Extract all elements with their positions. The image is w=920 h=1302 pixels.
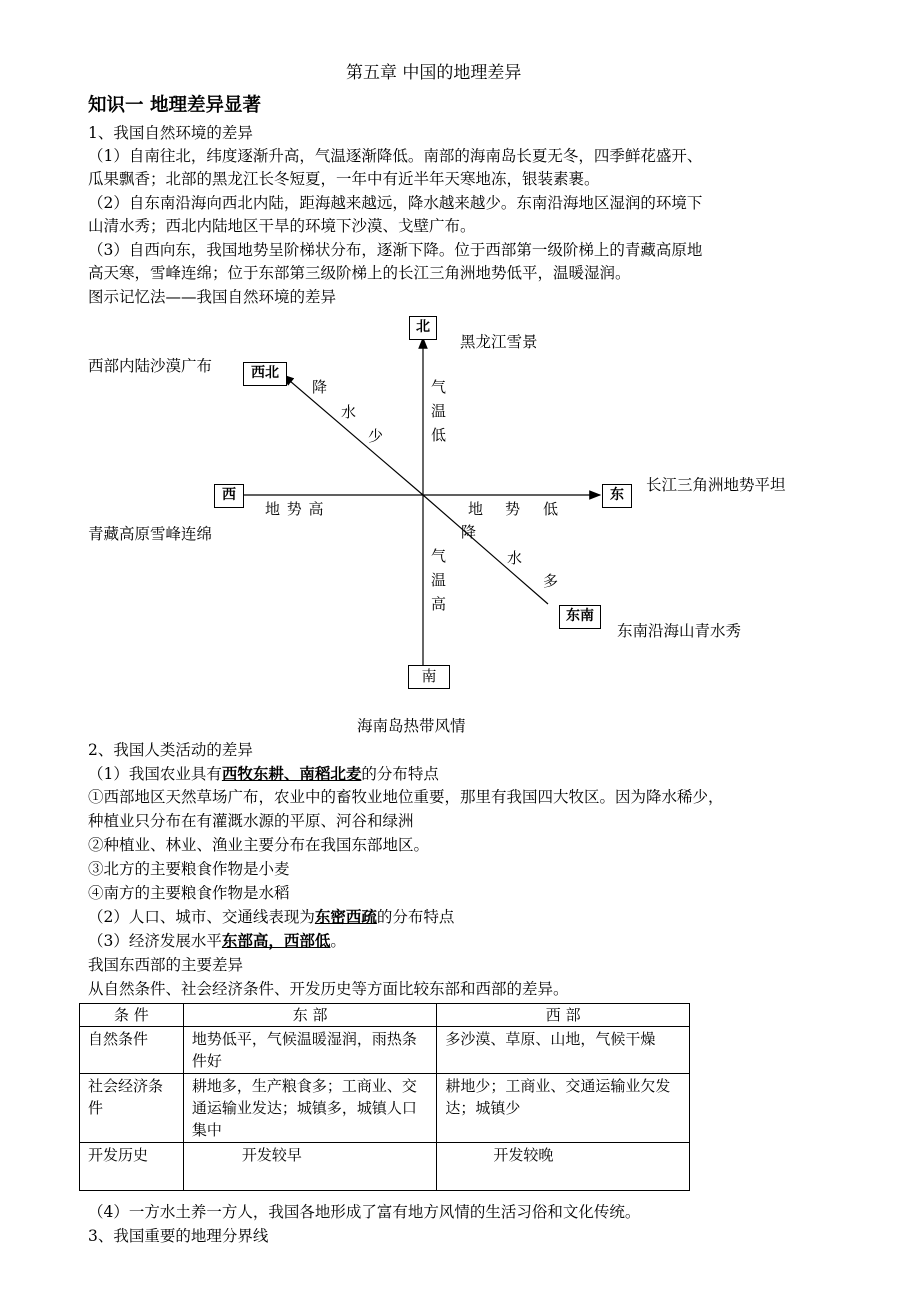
temp-low-label: 低 — [431, 426, 447, 444]
table-cell: 地势低平，气候温暖湿润，雨热条件好 — [183, 1027, 437, 1074]
section-heading: 知识一 地理差异显著 — [88, 95, 261, 116]
east-note: 长江三角洲地势平坦 — [646, 476, 786, 494]
table-cell: 耕地多，生产粮食多；工商业、交通运输业发达；城镇多，城镇人口集中 — [183, 1074, 437, 1143]
north-note: 黑龙江雪景 — [460, 333, 538, 351]
temp-low-label: 气 — [431, 378, 447, 396]
east-box: 东 — [602, 484, 632, 508]
southeast-box: 东南 — [559, 605, 601, 629]
paragraph-line: （1）自南往北，纬度逐渐升高，气温逐渐降低。南部的海南岛长夏无冬，四季鲜花盛开、 — [88, 147, 703, 165]
rain-more-label: 水 — [507, 549, 523, 567]
comparison-table — [79, 1003, 690, 1191]
table-cell: 耕地少；工商业、交通运输业欠发达；城镇少 — [437, 1074, 690, 1143]
human-heading: 2、我国人类活动的差异 — [88, 741, 253, 759]
rain-less-label: 降 — [312, 378, 328, 396]
paragraph-line: （4）一方水土养一方人，我国各地形成了富有地方风情的生活习俗和文化传统。 — [88, 1203, 641, 1221]
south-box: 南 — [408, 665, 450, 689]
paragraph-line: ①西部地区天然草场广布，农业中的畜牧业地位重要，那里有我国四大牧区。因为降水稀少， — [88, 788, 724, 806]
emphasis: 东密西疏 — [314, 907, 377, 926]
paragraph-line: 山清水秀；西北内陆地区干旱的环境下沙漠、戈壁广布。 — [88, 217, 476, 235]
paragraph-line: （2）自东南沿海向西北内陆，距海越来越远，降水越来越少。东南沿海地区湿润的环境下 — [88, 194, 703, 212]
terrain-low-label: 低 — [543, 500, 559, 518]
east-west-heading: 我国东西部的主要差异 — [88, 956, 244, 974]
table-cell: 自然条件 — [80, 1027, 184, 1074]
terrain-low-label: 地 — [468, 500, 484, 518]
paragraph-line: ②种植业、林业、渔业主要分布在我国东部地区。 — [88, 836, 430, 854]
paragraph-line: （3）自西向东，我国地势呈阶梯状分布，逐渐下降。位于西部第一级阶梯上的青藏高原地 — [88, 241, 703, 259]
memory-method-label: 图示记忆法——我国自然环境的差异 — [88, 288, 337, 306]
temp-high-label: 温 — [431, 571, 447, 589]
north-box: 北 — [409, 316, 437, 340]
table-row — [80, 1074, 690, 1143]
table-header: 条 件 — [80, 1004, 184, 1027]
paragraph-line: ③北方的主要粮食作物是小麦 — [88, 860, 290, 878]
temp-high-label: 高 — [431, 595, 447, 613]
agriculture-line: （1）我国农业具有西牧东耕、南稻北麦的分布特点 — [88, 764, 439, 783]
table-row — [80, 1027, 690, 1074]
table-cell: 多沙漠、草原、山地，气候干燥 — [437, 1027, 690, 1074]
table-cell: 开发较晚 — [437, 1143, 690, 1191]
emphasis: 西牧东耕、南稻北麦 — [221, 764, 362, 783]
east-west-intro: 从自然条件、社会经济条件、开发历史等方面比较东部和西部的差异。 — [88, 980, 569, 998]
axis-northwest — [283, 375, 423, 495]
northwest-box: 西北 — [243, 362, 287, 386]
page-title: 第五章 中国的地理差异 — [346, 63, 522, 83]
table-cell: 开发历史 — [80, 1143, 184, 1191]
population-line: （2）人口、城市、交通线表现为东密西疏的分布特点 — [88, 907, 455, 926]
paragraph-line: 高天寒，雪峰连绵；位于东部第三级阶梯上的长江三角洲地势低平，温暖湿润。 — [88, 264, 631, 282]
west-box: 西 — [214, 484, 244, 508]
table-header-row — [80, 1004, 690, 1027]
table-cell: 社会经济条 件 — [80, 1074, 184, 1143]
rain-less-label: 少 — [368, 427, 384, 445]
southeast-note: 东南沿海山青水秀 — [617, 622, 742, 640]
terrain-low-label: 势 — [505, 500, 521, 518]
temp-high-label: 气 — [431, 547, 447, 565]
paragraph-line: ④南方的主要粮食作物是水稻 — [88, 884, 290, 902]
emphasis: 东部高，西部低 — [221, 931, 331, 950]
rain-more-label: 多 — [543, 572, 559, 590]
temp-low-label: 温 — [431, 402, 447, 420]
nature-heading: 1、我国自然环境的差异 — [88, 124, 253, 142]
terrain-high-label: 地 势 高 — [265, 500, 324, 518]
paragraph-line: 种植业只分布在有灌溉水源的平原、河谷和绿洲 — [88, 812, 414, 830]
south-note: 海南岛热带风情 — [357, 717, 466, 735]
paragraph-line: 瓜果飘香；北部的黑龙江长冬短夏，一年中有近半年天寒地冻，银装素裹。 — [88, 170, 600, 188]
rain-more-label: 降 — [461, 523, 477, 541]
west-note: 青藏高原雪峰连绵 — [88, 525, 213, 543]
economy-line: （3）经济发展水平东部高，西部低。 — [88, 931, 346, 950]
table-header: 东 部 — [183, 1004, 437, 1027]
boundary-heading: 3、我国重要的地理分界线 — [88, 1227, 269, 1245]
table-row — [80, 1143, 690, 1191]
table-header: 西 部 — [437, 1004, 690, 1027]
table-cell: 开发较早 — [183, 1143, 437, 1191]
northwest-note: 西部内陆沙漠广布 — [88, 357, 213, 375]
rain-less-label: 水 — [341, 403, 357, 421]
